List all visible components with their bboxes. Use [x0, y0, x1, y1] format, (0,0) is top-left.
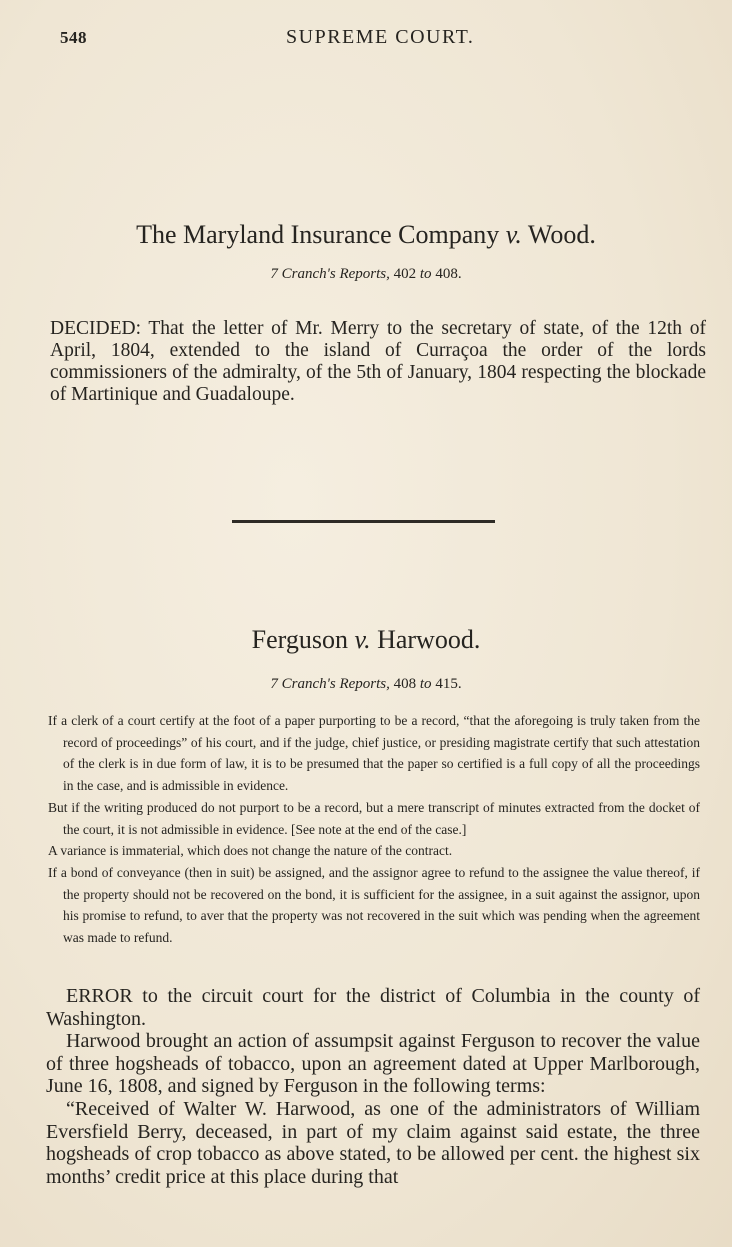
section-divider: [232, 520, 495, 523]
headnotes: [48, 710, 700, 949]
running-head: SUPREME COURT.: [286, 26, 475, 48]
body-paragraph-action: Harwood brought an action of assumpsit against Ferguson to recover the value of three hogsheads of tobacco, upon an agreement dated at Upper Marlborough, June 16, 1808, and signed by Ferguson in the following terms:: [46, 1030, 700, 1098]
case-body: [46, 985, 700, 1188]
case-title-party-1: Ferguson: [251, 625, 355, 654]
citation-to: to: [419, 676, 432, 692]
page-header: [60, 24, 700, 54]
citation-end-page: 415.: [431, 676, 462, 692]
headnote-certified-record: If a clerk of a court certify at the foot of a paper purporting to be a record, “that the aforegoing is truly taken from the record of proceedings” of his court, and if the judge, chief justice, or presiding magistrate certify that such attestation of the clerk is in due form of law, it is to be presumed that the paper so certified is a full copy of all the proceedings in the case, and is admissible in evidence.: [48, 713, 700, 794]
case-title-maryland-insurance: [0, 220, 732, 250]
citation-to: to: [419, 266, 432, 282]
citation-reporter: 7 Cranch's Reports,: [270, 266, 390, 282]
case-citation-ferguson-harwood: [0, 676, 732, 693]
case-title-ferguson-harwood: [0, 625, 732, 655]
body-paragraph-error: ERROR to the circuit court for the district of Columbia in the county of Washington.: [46, 985, 700, 1030]
decided-paragraph: DECIDED: That the letter of Mr. Merry to the secretary of state, of the 12th of April, 1804, extended to the island of Curraçoa the order of the lords commissioners of the admiralty, of the 5th of January, 1804 respecting the blockade of Martinique and Guadaloupe.: [50, 317, 706, 405]
case-title-versus: v.: [505, 220, 522, 249]
case-title-party-2: Harwood.: [370, 625, 481, 654]
citation-start-page: 408: [389, 676, 420, 692]
case-citation-maryland-insurance: [0, 266, 732, 283]
case-title-party-1: The Maryland Insurance Company: [136, 220, 506, 249]
headnote-variance: A variance is immaterial, which does not change the nature of the contract.: [48, 843, 453, 859]
page-number: 548: [60, 28, 87, 47]
citation-end-page: 408.: [431, 266, 462, 282]
case-title-versus: v.: [354, 625, 371, 654]
case-title-party-2: Wood.: [521, 220, 596, 249]
body-paragraph-receipt: “Received of Walter W. Harwood, as one of the administrators of William Eversfield Berry, deceased, in part of my claim against said estate, the three hogsheads of crop tobacco as above stated, to be allowed per cent. the highest six months’ credit price at this place during that: [46, 1097, 700, 1188]
citation-start-page: 402: [389, 266, 420, 282]
citation-reporter: 7 Cranch's Reports,: [270, 676, 390, 692]
headnote-transcript: But if the writing produced do not purport to be a record, but a mere transcript of minutes extracted from the docket of the court, it is not admissible in evidence. [See note at the end of the case.]: [48, 799, 700, 837]
headnote-bond-of-conveyance: If a bond of conveyance (then in suit) be assigned, and the assignor agree to refund to the assignee the value thereof, if the property should not be recovered on the bond, it is sufficient for the assignee, in a suit against the assignor, upon his promise to refund, to aver that the property was not recovered in the suit which was pending when the agreement was made to refund.: [48, 864, 700, 946]
